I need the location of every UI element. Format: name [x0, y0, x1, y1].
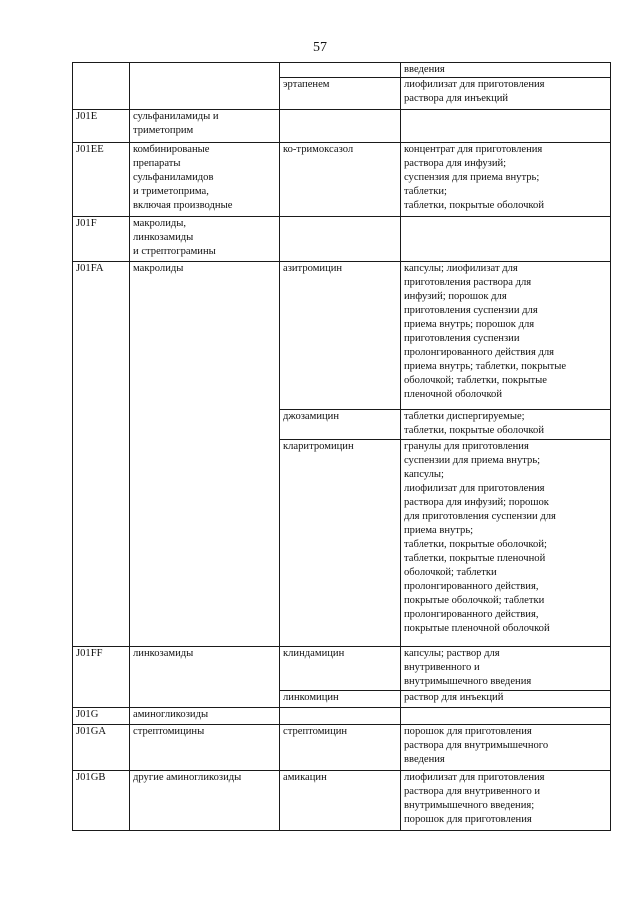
drug-group-cell: комбинированые препараты сульфаниламидов и триметоприма, включая производные [130, 143, 280, 217]
drug-name-cell [280, 708, 401, 725]
table-row [73, 262, 611, 410]
drug-name-cell [280, 217, 401, 262]
drug-name-cell: эртапенем [280, 78, 401, 110]
drug-name-cell: клиндамицин [280, 647, 401, 691]
dosage-forms-cell [401, 217, 611, 262]
table-row [73, 217, 611, 262]
drug-name-cell: линкомицин [280, 691, 401, 708]
dosage-forms-cell: гранулы для приготовления суспензии для приема внутрь; капсулы; лиофилизат для приготовления раствора для инфузий; порошок для приготовления суспензии для приема внутрь; таблетки, покрытые оболочкой; таблетки, покрытые пленочной оболочкой; таблетки пролонгированного действия, покрытые оболочкой; таблетки пролонгированного действия, покрытые пленочной оболочкой [401, 440, 611, 647]
atc-code-cell: J01GB [73, 771, 130, 831]
drug-group-cell: макролиды, линкозамиды и стрептограмины [130, 217, 280, 262]
dosage-forms-cell: таблетки диспергируемые; таблетки, покрытые оболочкой [401, 410, 611, 440]
drug-group-cell [130, 63, 280, 110]
drug-name-cell [280, 110, 401, 143]
dosage-forms-cell: раствор для инъекций [401, 691, 611, 708]
dosage-forms-cell: лиофилизат для приготовления раствора для инъекций [401, 78, 611, 110]
dosage-forms-cell: введения [401, 63, 611, 78]
drug-group-cell: стрептомицины [130, 725, 280, 771]
drug-group-cell: аминогликозиды [130, 708, 280, 725]
atc-code-cell: J01F [73, 217, 130, 262]
drug-group-cell: другие аминогликозиды [130, 771, 280, 831]
table-row [73, 708, 611, 725]
drug-table [72, 62, 611, 831]
dosage-forms-cell: порошок для приготовления раствора для внутримышечного введения [401, 725, 611, 771]
dosage-forms-cell [401, 110, 611, 143]
drug-group-cell: макролиды [130, 262, 280, 647]
atc-code-cell [73, 63, 130, 110]
drug-name-cell: азитромицин [280, 262, 401, 410]
drug-group-cell: линкозамиды [130, 647, 280, 708]
dosage-forms-cell: капсулы; раствор для внутривенного и внутримышечного введения [401, 647, 611, 691]
atc-code-cell: J01FF [73, 647, 130, 708]
table-row [73, 771, 611, 831]
table-row [73, 647, 611, 691]
table-row [73, 110, 611, 143]
table-row [73, 725, 611, 771]
drug-name-cell: ко-тримоксазол [280, 143, 401, 217]
atc-code-cell: J01GA [73, 725, 130, 771]
drug-name-cell [280, 63, 401, 78]
atc-code-cell: J01G [73, 708, 130, 725]
dosage-forms-cell: лиофилизат для приготовления раствора для внутривенного и внутримышечного введения; порошок для приготовления [401, 771, 611, 831]
dosage-forms-cell [401, 708, 611, 725]
atc-code-cell: J01EE [73, 143, 130, 217]
atc-code-cell: J01FA [73, 262, 130, 647]
table-row [73, 143, 611, 217]
atc-code-cell: J01E [73, 110, 130, 143]
page-number: 57 [313, 40, 327, 55]
table-row [73, 63, 611, 78]
drug-group-cell: сульфаниламиды и триметоприм [130, 110, 280, 143]
dosage-forms-cell: концентрат для приготовления раствора для инфузий; суспензия для приема внутрь; таблетки; таблетки, покрытые оболочкой [401, 143, 611, 217]
drug-name-cell: кларитромицин [280, 440, 401, 647]
drug-name-cell: стрептомицин [280, 725, 401, 771]
drug-name-cell: амикацин [280, 771, 401, 831]
drug-name-cell: джозамицин [280, 410, 401, 440]
dosage-forms-cell: капсулы; лиофилизат для приготовления раствора для инфузий; порошок для приготовления суспензии для приема внутрь; порошок для приготовления суспензии пролонгированного действия для приема внутрь; таблетки, покрытые оболочкой; таблетки, покрытые пленочной оболочкой [401, 262, 611, 410]
